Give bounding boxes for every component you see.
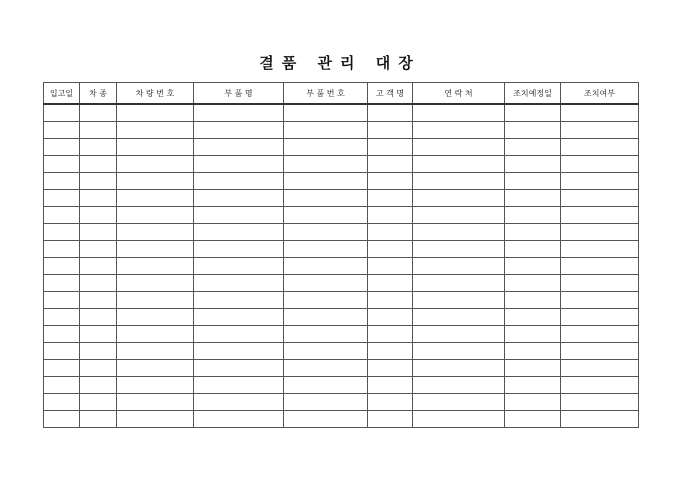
table-cell[interactable]	[117, 411, 194, 428]
table-cell[interactable]	[561, 394, 639, 411]
table-cell[interactable]	[80, 241, 117, 258]
table-cell[interactable]	[194, 224, 284, 241]
table-cell[interactable]	[80, 360, 117, 377]
table-row	[44, 292, 639, 309]
col-header-car-model: 차 종	[80, 83, 117, 105]
table-cell[interactable]	[368, 377, 413, 394]
table-cell[interactable]	[194, 326, 284, 343]
table-cell[interactable]	[413, 241, 505, 258]
table-cell[interactable]	[194, 190, 284, 207]
table-cell[interactable]	[117, 292, 194, 309]
table-cell[interactable]	[505, 326, 561, 343]
table-cell[interactable]	[194, 394, 284, 411]
col-header-part-name: 부 품 명	[194, 83, 284, 105]
table-cell[interactable]	[80, 156, 117, 173]
table-cell[interactable]	[80, 190, 117, 207]
table-cell[interactable]	[368, 190, 413, 207]
table-row	[44, 394, 639, 411]
table-cell[interactable]	[505, 394, 561, 411]
table-cell[interactable]	[413, 190, 505, 207]
table-cell[interactable]	[117, 275, 194, 292]
table-cell[interactable]	[194, 360, 284, 377]
table-cell[interactable]	[368, 104, 413, 122]
table-cell[interactable]	[413, 275, 505, 292]
table-cell[interactable]	[117, 377, 194, 394]
table-cell[interactable]	[44, 207, 80, 224]
table-row	[44, 207, 639, 224]
table-cell[interactable]	[284, 139, 368, 156]
table-cell[interactable]	[505, 377, 561, 394]
table-cell[interactable]	[284, 241, 368, 258]
col-header-customer-name: 고 객 명	[368, 83, 413, 105]
table-cell[interactable]	[561, 224, 639, 241]
table-cell[interactable]	[284, 156, 368, 173]
table-cell[interactable]	[80, 207, 117, 224]
table-cell[interactable]	[505, 190, 561, 207]
table-cell[interactable]	[284, 224, 368, 241]
table-cell[interactable]	[284, 173, 368, 190]
table-cell[interactable]	[117, 394, 194, 411]
table-cell[interactable]	[80, 224, 117, 241]
table-cell[interactable]	[561, 139, 639, 156]
table-cell[interactable]	[80, 411, 117, 428]
table-row	[44, 156, 639, 173]
table-cell[interactable]	[44, 156, 80, 173]
table-cell[interactable]	[413, 104, 505, 122]
table-cell[interactable]	[44, 360, 80, 377]
table-cell[interactable]	[368, 241, 413, 258]
table-cell[interactable]	[561, 377, 639, 394]
table-cell[interactable]	[561, 190, 639, 207]
table-cell[interactable]	[194, 139, 284, 156]
table-cell[interactable]	[505, 411, 561, 428]
table-cell[interactable]	[505, 309, 561, 326]
table-cell[interactable]	[194, 241, 284, 258]
table-cell[interactable]	[284, 275, 368, 292]
table-cell[interactable]	[561, 309, 639, 326]
table-cell[interactable]	[368, 411, 413, 428]
table-cell[interactable]	[561, 292, 639, 309]
table-cell[interactable]	[413, 122, 505, 139]
table-cell[interactable]	[368, 139, 413, 156]
table-cell[interactable]	[117, 343, 194, 360]
table-cell[interactable]	[413, 173, 505, 190]
table-cell[interactable]	[194, 292, 284, 309]
table-cell[interactable]	[194, 258, 284, 275]
table-cell[interactable]	[117, 139, 194, 156]
header-row	[44, 83, 639, 105]
table-cell[interactable]	[505, 292, 561, 309]
table-cell[interactable]	[117, 326, 194, 343]
table-cell[interactable]	[44, 309, 80, 326]
table-cell[interactable]	[117, 258, 194, 275]
col-header-plate-number: 차 량 번 호	[117, 83, 194, 105]
table-cell[interactable]	[413, 343, 505, 360]
table-cell[interactable]	[505, 258, 561, 275]
table-row	[44, 326, 639, 343]
table-cell[interactable]	[44, 104, 80, 122]
table-cell[interactable]	[561, 122, 639, 139]
table-cell[interactable]	[44, 241, 80, 258]
table-cell[interactable]	[194, 411, 284, 428]
table-cell[interactable]	[505, 173, 561, 190]
table-row	[44, 343, 639, 360]
table-cell[interactable]	[505, 122, 561, 139]
table-cell[interactable]	[368, 292, 413, 309]
table-cell[interactable]	[505, 360, 561, 377]
table-cell[interactable]	[44, 292, 80, 309]
table-cell[interactable]	[413, 326, 505, 343]
table-cell[interactable]	[368, 258, 413, 275]
table-cell[interactable]	[117, 122, 194, 139]
table-cell[interactable]	[80, 377, 117, 394]
table-cell[interactable]	[368, 207, 413, 224]
table-cell[interactable]	[80, 275, 117, 292]
ledger-body	[44, 104, 639, 428]
col-header-part-number: 부 품 번 호	[284, 83, 368, 105]
table-cell[interactable]	[368, 309, 413, 326]
table-cell[interactable]	[194, 122, 284, 139]
table-cell[interactable]	[561, 207, 639, 224]
table-cell[interactable]	[284, 326, 368, 343]
table-cell[interactable]	[117, 104, 194, 122]
table-cell[interactable]	[413, 377, 505, 394]
table-cell[interactable]	[117, 207, 194, 224]
table-cell[interactable]	[284, 394, 368, 411]
table-row	[44, 241, 639, 258]
table-cell[interactable]	[80, 394, 117, 411]
table-cell[interactable]	[44, 394, 80, 411]
table-row	[44, 258, 639, 275]
table-cell[interactable]	[368, 326, 413, 343]
table-cell[interactable]	[505, 104, 561, 122]
table-cell[interactable]	[194, 343, 284, 360]
table-cell[interactable]	[44, 326, 80, 343]
table-cell[interactable]	[505, 139, 561, 156]
table-cell[interactable]	[561, 343, 639, 360]
table-cell[interactable]	[44, 343, 80, 360]
table-cell[interactable]	[44, 173, 80, 190]
table-cell[interactable]	[194, 173, 284, 190]
table-cell[interactable]	[80, 258, 117, 275]
table-row	[44, 173, 639, 190]
table-cell[interactable]	[194, 377, 284, 394]
table-row	[44, 411, 639, 428]
table-cell[interactable]	[413, 156, 505, 173]
table-cell[interactable]	[368, 173, 413, 190]
table-cell[interactable]	[44, 139, 80, 156]
table-cell[interactable]	[44, 377, 80, 394]
table-cell[interactable]	[80, 309, 117, 326]
table-cell[interactable]	[505, 224, 561, 241]
table-cell[interactable]	[368, 394, 413, 411]
table-row	[44, 122, 639, 139]
table-cell[interactable]	[413, 411, 505, 428]
table-cell[interactable]	[44, 411, 80, 428]
table-cell[interactable]	[413, 292, 505, 309]
table-row	[44, 377, 639, 394]
table-cell[interactable]	[368, 360, 413, 377]
table-cell[interactable]	[44, 275, 80, 292]
table-cell[interactable]	[117, 309, 194, 326]
table-cell[interactable]	[117, 190, 194, 207]
table-cell[interactable]	[284, 411, 368, 428]
table-cell[interactable]	[194, 309, 284, 326]
table-cell[interactable]	[80, 326, 117, 343]
col-header-arrival-date: 입고일	[44, 83, 80, 105]
col-header-contact: 연 락 처	[413, 83, 505, 105]
table-cell[interactable]	[80, 122, 117, 139]
table-row	[44, 309, 639, 326]
table-cell[interactable]	[561, 326, 639, 343]
table-cell[interactable]	[505, 343, 561, 360]
table-cell[interactable]	[368, 156, 413, 173]
table-cell[interactable]	[194, 275, 284, 292]
table-cell[interactable]	[44, 190, 80, 207]
table-cell[interactable]	[80, 139, 117, 156]
ledger-table	[43, 82, 639, 428]
table-cell[interactable]	[284, 292, 368, 309]
table-cell[interactable]	[44, 258, 80, 275]
table-cell[interactable]	[284, 207, 368, 224]
table-cell[interactable]	[413, 224, 505, 241]
col-header-planned-date: 조치예정일	[505, 83, 561, 105]
table-cell[interactable]	[505, 156, 561, 173]
table-cell[interactable]	[284, 258, 368, 275]
table-cell[interactable]	[284, 377, 368, 394]
table-cell[interactable]	[368, 343, 413, 360]
table-cell[interactable]	[284, 360, 368, 377]
table-cell[interactable]	[561, 275, 639, 292]
table-cell[interactable]	[117, 241, 194, 258]
table-cell[interactable]	[44, 122, 80, 139]
table-cell[interactable]	[117, 224, 194, 241]
table-cell[interactable]	[368, 122, 413, 139]
table-cell[interactable]	[561, 411, 639, 428]
table-cell[interactable]	[413, 139, 505, 156]
table-cell[interactable]	[561, 173, 639, 190]
table-cell[interactable]	[561, 156, 639, 173]
table-cell[interactable]	[505, 207, 561, 224]
table-cell[interactable]	[368, 224, 413, 241]
table-cell[interactable]	[413, 309, 505, 326]
table-cell[interactable]	[44, 224, 80, 241]
table-cell[interactable]	[413, 360, 505, 377]
col-header-action-status: 조치여부	[561, 83, 639, 105]
table-cell[interactable]	[561, 360, 639, 377]
table-cell[interactable]	[80, 343, 117, 360]
table-row	[44, 139, 639, 156]
table-cell[interactable]	[117, 156, 194, 173]
table-cell[interactable]	[368, 275, 413, 292]
table-cell[interactable]	[413, 207, 505, 224]
table-cell[interactable]	[561, 104, 639, 122]
table-cell[interactable]	[505, 241, 561, 258]
table-row	[44, 104, 639, 122]
document-title: 결품 관리 대장	[259, 54, 421, 72]
table-cell[interactable]	[194, 104, 284, 122]
table-cell[interactable]	[413, 394, 505, 411]
table-cell[interactable]	[80, 104, 117, 122]
table-cell[interactable]	[505, 275, 561, 292]
table-cell[interactable]	[117, 360, 194, 377]
table-row	[44, 360, 639, 377]
table-cell[interactable]	[194, 156, 284, 173]
table-row	[44, 275, 639, 292]
table-cell[interactable]	[284, 190, 368, 207]
table-cell[interactable]	[413, 258, 505, 275]
table-row	[44, 224, 639, 241]
table-cell[interactable]	[284, 122, 368, 139]
table-cell[interactable]	[284, 343, 368, 360]
table-cell[interactable]	[80, 173, 117, 190]
table-row	[44, 190, 639, 207]
table-cell[interactable]	[561, 241, 639, 258]
table-cell[interactable]	[561, 258, 639, 275]
table-cell[interactable]	[194, 207, 284, 224]
table-cell[interactable]	[117, 173, 194, 190]
table-cell[interactable]	[80, 292, 117, 309]
table-cell[interactable]	[284, 104, 368, 122]
table-cell[interactable]	[284, 309, 368, 326]
